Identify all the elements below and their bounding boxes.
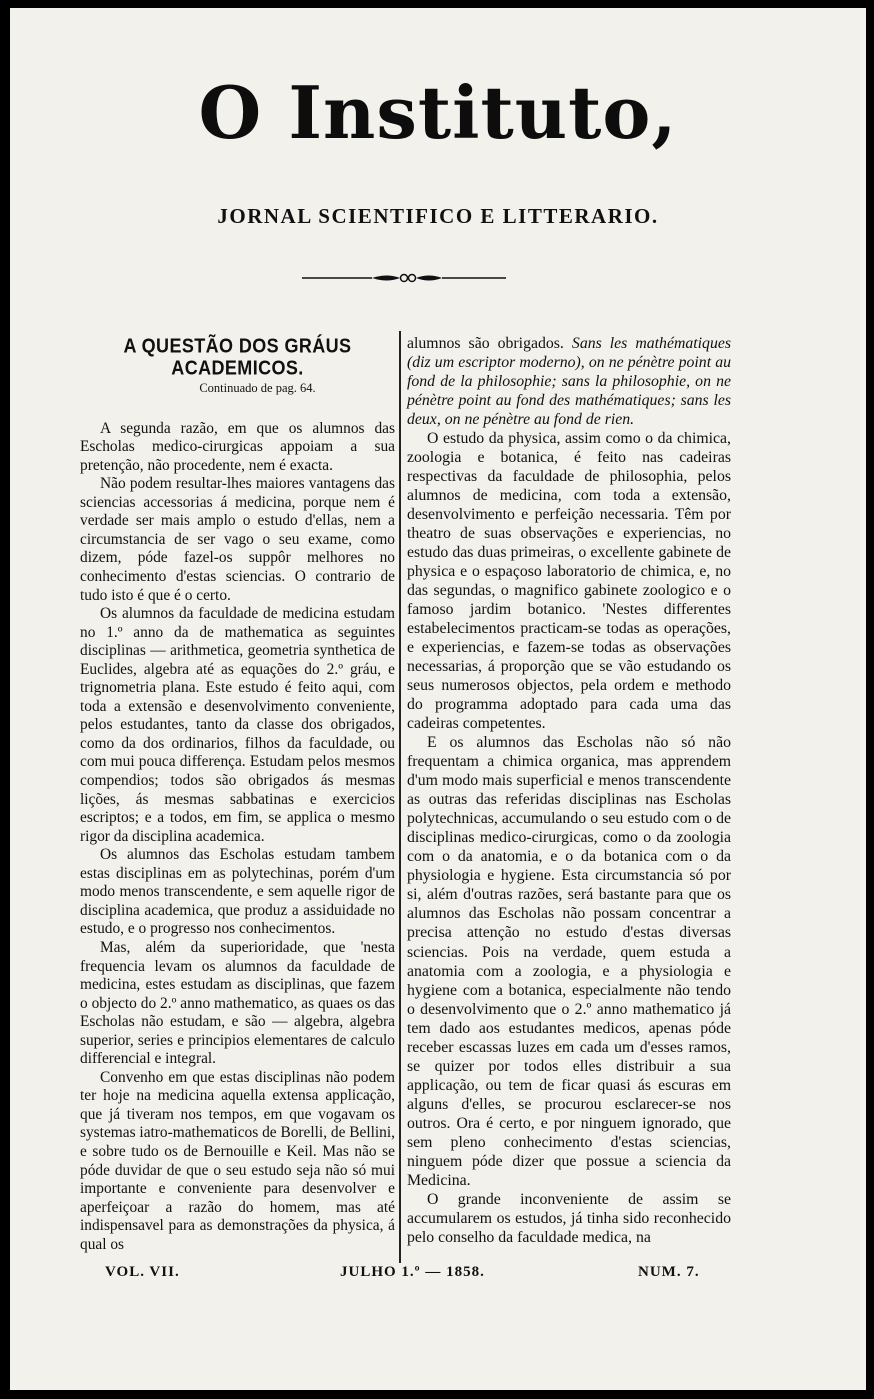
paragraph: E os alumnos das Escholas não só não frequentam a chimica organica, mas apprendem d'um modo mais superficial e menos transcendente as outras das referidas disciplinas nas Escholas polytechnicas, accumulando o seu estudo com o de disciplinas medico-cirurgicas, como o da zoologia com o da anatomia, e o da botanica com o da physiologia e hygiene. Esta circumstancia só por si, além d'outras razões, será bastante para que os alumnos das Escholas não possam concentrar a precisa attenção no estudo d'estas diversas sciencias. Pois na verdade, quem estuda a anatomia com a zoologia, e a physiologia e hygiene com a botanica, especialmente não tendo o desenvolvimento que o 2.º anno mathematico já tem dado aos estudantes medicos, apenas póde receber escassas luzes em cada um d'esses ramos, se quizer por todos elles distribuir a sua applicação, ou tem de ficar quasi ás escuras em alguns d'elles, se procurou esclarecer-se nos outros. Ora é certo, e por ninguem ignorado, que sem pleno conhecimento d'estas sciencias, ninguem póde dizer que possue a sciencia da Medicina. <box>407 734 731 1189</box>
left-column <box>80 334 395 1254</box>
article-title: A QUESTÃO DOS GRÁUS ACADEMICOS. <box>123 334 352 379</box>
column-rule <box>399 331 401 1263</box>
paragraph: Não podem resultar-lhes maiores vantagens das sciencias accessorias á medicina, porque nem é verdade ser mais amplo o estudo d'ellas, nem a circumstancia de ser vago o seu exame, como dizem, póde fazel-os suppôr melhores no conhecimento d'estas sciencias. O contrario de tudo isto é que é o certo. <box>80 475 395 604</box>
footer-volume: VOL. VII. <box>105 1264 180 1280</box>
paragraph: Convenho em que estas disciplinas não podem ter hoje na medicina aquella extensa applicação, que já tiveram nos tempos, em que vogavam os systemas iatro-mathematicos de Borelli, de Bellini, e sobre tudo os de Bernouille e Keil. Mas não se póde duvidar de que o seu estudo seja não só mui importante e conveniente para desenvolver e aperfeiçoar a razão do homem, mas até indispensavel para as demonstrações da physica, á qual os <box>80 1068 396 1253</box>
continued-note: Continuado de pag. 64. <box>199 381 316 396</box>
paragraph: Os alumnos da faculdade de medicina estudam no 1.º anno da de mathematica as seguintes disciplinas — arithmetica, geometria synthetica de Euclides, algebra até as equações do 2.º gráu, e trignometria plana. Este estudo é feito aqui, com toda a extensão e desenvolvimento conveniente, pelos estudantes, tanto da classe dos obrigados, como da dos ordinarios, filhos da faculdade, ou com mui pouca differença. Estudam pelos mesmos compendios; todos são obrigados ás mesmas lições, ás mesmas sabbatinas e exercicios escriptos; e a todos, em fim, se applica o mesmo rigor da disciplina academica. <box>80 605 395 845</box>
footer-number: NUM. 7. <box>638 1264 700 1280</box>
masthead-subtitle: JORNAL SCIENTIFICO E LITTERARIO. <box>217 204 659 228</box>
continuation-text: alumnos são obrigados. <box>407 335 564 352</box>
paragraph: Os alumnos das Escholas estudam tambem estas disciplinas em as polytechinas, porém d'um modo menos transcendente, e sem aquelle rigor de disciplina academica, que produz a assiduidade no estudo, e o progresso nos conhecimentos. <box>80 846 395 938</box>
footer-date: JULHO 1.º — 1858. <box>340 1264 485 1280</box>
paragraph: Mas, além da superioridade, que 'nesta frequencia levam os alumnos da faculdade de medicina, estes estudam as disciplinas, que fazem o objecto do 2.º anno mathematico, as quaes os das Escholas não estudam, e são — algebra, algebra superior, series e principios elementares de calculo differencial e integral. <box>80 938 395 1068</box>
newspaper-page <box>10 8 866 1390</box>
masthead-title: O Instituto, <box>198 70 678 155</box>
paragraph: A segunda razão, em que os alumnos das Escholas medico-cirurgicas appoiam a sua pretenção, não procedente, nem é exacta. <box>80 419 395 474</box>
french-quote: Sans les mathématiques (diz um escriptor moderno), on ne pénètre point au fond de la philosophie; sans la philosophie, on ne pénètre point au fond des mathématiques; sans les deux, on ne pénètre au fond de rien. <box>407 335 731 429</box>
paragraph: O grande inconveniente de assim se accumularem os estudos, já tinha sido reconhecido pelo conselho da faculdade medica, na <box>407 1190 731 1246</box>
right-column <box>407 334 731 1247</box>
paragraph-continuation <box>407 334 731 429</box>
paragraph: O estudo da physica, assim como o da chimica, zoologia e botanica, é feito nas cadeiras respectivas da faculdade de philosophia, pelos alumnos de medicina, com toda a extensão, desenvolvimento e perfeição necessaria. Têm por theatro de suas observações e experiencias, no estudo das duas primeiras, o excellente gabinete de physica e o espaçoso laboratorio de chimica, e, no das segundas, o magnifico gabinete zoologico e o famoso jardim botanico. 'Nestes differentes estabelecimentos practicam-se todas as operações, e experiencias, e fazem-se todas as observações necessarias, á proporção que se vão estudando os seus numerosos objectos, pela ordem e methodo do programma adoptado para cada uma das cadeiras competentes. <box>407 430 731 733</box>
ornament-divider <box>302 268 506 288</box>
